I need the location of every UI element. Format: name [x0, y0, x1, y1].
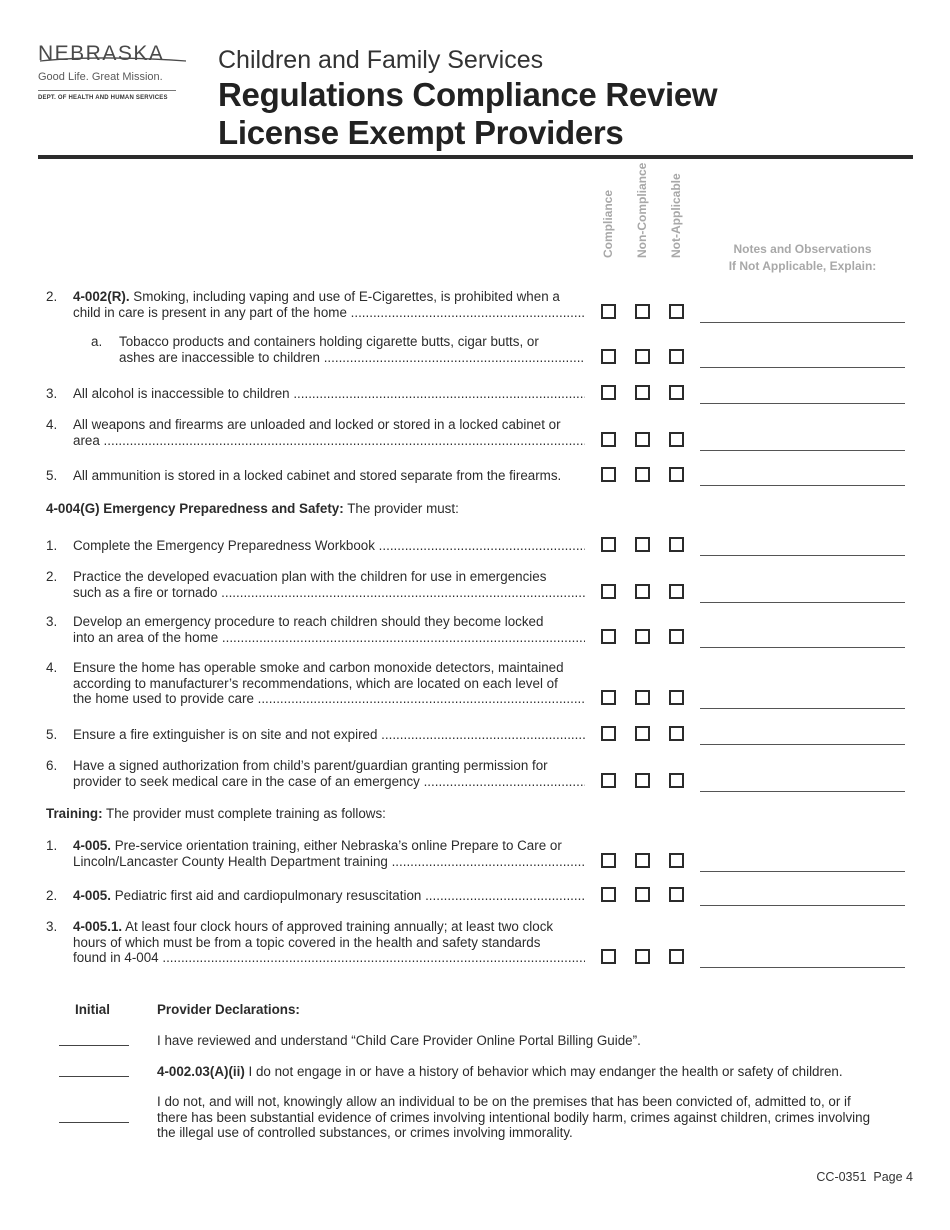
- item-number: 5.: [46, 727, 58, 742]
- form-id: CC-0351: [816, 1170, 867, 1184]
- logo-wordmark: [38, 42, 188, 66]
- page-footer: [816, 1170, 913, 1184]
- logo-swoosh-icon: [38, 56, 188, 64]
- item-text: [73, 727, 585, 743]
- item-text-line: [119, 350, 585, 366]
- item-text-line: [73, 838, 585, 854]
- item-text-line: [73, 630, 585, 646]
- item-number: 4.: [46, 660, 58, 675]
- item-text-content: Have a signed authorization from child’s parent/guardian granting permission for: [73, 758, 548, 773]
- section-emergency-desc: The provider must:: [347, 501, 459, 516]
- notes-field[interactable]: [700, 602, 905, 603]
- not-applicable-checkbox[interactable]: [669, 467, 684, 482]
- item-number: a.: [91, 334, 103, 349]
- item-text-content: Pre-service orientation training, either Nebraska’s online Prepare to Care or: [114, 838, 562, 853]
- regulation-code: 4-002(R).: [73, 289, 130, 304]
- item-text-line: [73, 950, 585, 966]
- item-text: [73, 614, 585, 645]
- item-text: [73, 289, 585, 320]
- item-number: 5.: [46, 468, 58, 483]
- item-text-line: [73, 919, 585, 935]
- item-text-content: Lincoln/Lancaster County Health Department training: [73, 853, 388, 869]
- item-text-line: [73, 614, 585, 630]
- not-applicable-checkbox[interactable]: [669, 773, 684, 788]
- item-text-line: [73, 538, 585, 554]
- notes-field[interactable]: [700, 905, 905, 906]
- item-text-content: Tobacco products and containers holding cigarette butts, cigar butts, or: [119, 334, 539, 349]
- notes-field[interactable]: [700, 485, 905, 486]
- declaration-1-text: I have reviewed and understand “Child Care Provider Online Portal Billing Guide”.: [157, 1033, 641, 1048]
- not-applicable-checkbox[interactable]: [669, 629, 684, 644]
- logo-word-text: NEBRASKA: [38, 42, 165, 65]
- logo-department: DEPT. OF HEALTH AND HUMAN SERVICES: [38, 95, 168, 101]
- section-training: [46, 806, 386, 822]
- compliance-checkbox[interactable]: [601, 584, 616, 599]
- notes-field[interactable]: [700, 967, 905, 968]
- column-header-compliance: [598, 172, 618, 272]
- header-titles: [218, 44, 717, 152]
- non-compliance-checkbox[interactable]: [635, 773, 650, 788]
- item-text-content: Practice the developed evacuation plan with the children for use in emergencies: [73, 569, 547, 584]
- item-number: 3.: [46, 386, 58, 401]
- not-applicable-checkbox[interactable]: [669, 584, 684, 599]
- item-text-line: [73, 468, 585, 484]
- item-text-content: hours of which must be from a topic covered in the health and safety standards: [73, 934, 541, 950]
- item-text-content: found in 4-004: [73, 950, 159, 965]
- item-number: 2.: [46, 289, 58, 304]
- section-emergency-preparedness: [46, 501, 459, 517]
- non-compliance-checkbox[interactable]: [635, 690, 650, 705]
- item-text-content: such as a fire or tornado: [73, 584, 218, 600]
- compliance-checkbox[interactable]: [601, 304, 616, 319]
- nebraska-logo: [38, 42, 188, 101]
- not-applicable-checkbox[interactable]: [669, 432, 684, 447]
- item-text: [73, 569, 585, 600]
- item-text-line: [73, 585, 585, 601]
- declaration-2-text: [157, 1064, 907, 1080]
- item-text-line: [73, 691, 585, 707]
- declaration-3-initial-field[interactable]: [59, 1122, 129, 1123]
- item-number: 2.: [46, 569, 58, 584]
- notes-field[interactable]: [700, 744, 905, 745]
- item-text-line: [73, 660, 585, 676]
- compliance-checkbox[interactable]: [601, 385, 616, 400]
- declarations-initial-label: Initial: [75, 1002, 110, 1017]
- item-text-line: [73, 417, 585, 433]
- non-compliance-checkbox[interactable]: [635, 304, 650, 319]
- declaration-1-initial-field[interactable]: [59, 1045, 129, 1046]
- declaration-3-line3: the illegal use of controlled substances, or crimes involving immorality.: [157, 1125, 573, 1140]
- compliance-checkbox[interactable]: [601, 690, 616, 705]
- declaration-2-initial-field[interactable]: [59, 1076, 129, 1077]
- item-text-line: [73, 774, 585, 790]
- item-number: 1.: [46, 538, 58, 553]
- item-text-line: [119, 334, 585, 350]
- item-text-content: into an area of the home: [73, 629, 219, 645]
- declaration-2-body: I do not engage in or have a history of behavior which may endanger the health or safety of children.: [248, 1064, 843, 1079]
- item-text: [73, 386, 585, 402]
- item-text-line: [73, 433, 585, 449]
- not-applicable-checkbox[interactable]: [669, 690, 684, 705]
- notes-field[interactable]: [700, 871, 905, 872]
- compliance-checkbox[interactable]: [601, 726, 616, 741]
- notes-field[interactable]: [700, 791, 905, 792]
- item-text-line: [73, 888, 585, 904]
- column-compliance-label: Compliance: [601, 189, 615, 258]
- compliance-checkbox[interactable]: [601, 432, 616, 447]
- declaration-3-line1: I do not, and will not, knowingly allow an individual to be on the premises that has been convicted of, admitted to, or if: [157, 1094, 851, 1109]
- item-text-line: [73, 854, 585, 870]
- item-text-line: [73, 758, 585, 774]
- item-text-line: [73, 569, 585, 585]
- item-text-line: [73, 386, 585, 402]
- non-compliance-checkbox[interactable]: [635, 584, 650, 599]
- non-compliance-checkbox[interactable]: [635, 853, 650, 868]
- section-emergency-title: 4-004(G) Emergency Preparedness and Safety:: [46, 501, 344, 516]
- notes-field[interactable]: [700, 450, 905, 451]
- not-applicable-checkbox[interactable]: [669, 304, 684, 319]
- item-text: [119, 334, 585, 365]
- regulation-code: 4-005.: [73, 888, 111, 903]
- item-text-content: All alcohol is inaccessible to children: [73, 386, 290, 401]
- non-compliance-checkbox[interactable]: [635, 467, 650, 482]
- item-text-line: [73, 935, 585, 951]
- declarations-heading: Provider Declarations:: [157, 1002, 300, 1017]
- not-applicable-checkbox[interactable]: [669, 853, 684, 868]
- item-text-line: [73, 289, 585, 305]
- page-title-line2: License Exempt Providers: [218, 114, 624, 151]
- item-number: 6.: [46, 758, 58, 773]
- compliance-checkbox[interactable]: [601, 853, 616, 868]
- item-text-content: Ensure the home has operable smoke and carbon monoxide detectors, maintained: [73, 660, 564, 675]
- not-applicable-checkbox[interactable]: [669, 385, 684, 400]
- declaration-3-line2: there has been substantial evidence of crimes involving intentional bodily harm, crimes against children, crimes involving: [157, 1109, 871, 1125]
- item-text: [73, 838, 585, 869]
- item-text: [73, 919, 585, 966]
- page-subtitle: Children and Family Services: [218, 46, 544, 74]
- declaration-3-text: [157, 1094, 907, 1141]
- item-text-content: At least four clock hours of approved training annually; at least two clock: [125, 919, 554, 934]
- item-text-content: Pediatric first aid and cardiopulmonary resuscitation: [114, 888, 422, 903]
- section-training-desc: The provider must complete training as follows:: [106, 806, 386, 821]
- notes-field[interactable]: [700, 647, 905, 648]
- notes-field[interactable]: [700, 708, 905, 709]
- item-text: [73, 538, 585, 554]
- notes-field[interactable]: [700, 322, 905, 323]
- non-compliance-checkbox[interactable]: [635, 726, 650, 741]
- non-compliance-checkbox[interactable]: [635, 887, 650, 902]
- item-text-line: [73, 727, 585, 743]
- header-divider: [38, 155, 913, 159]
- item-text-content: provider to seek medical care in the case of an emergency: [73, 773, 420, 789]
- declaration-2-code: 4-002.03(A)(ii): [157, 1064, 245, 1079]
- logo-divider: [38, 90, 176, 91]
- compliance-checkbox[interactable]: [601, 887, 616, 902]
- item-text-line: [73, 305, 585, 321]
- item-text: [73, 888, 585, 904]
- compliance-checkbox[interactable]: [601, 773, 616, 788]
- compliance-checkbox[interactable]: [601, 467, 616, 482]
- notes-header-line1: Notes and Observations: [733, 242, 872, 256]
- non-compliance-checkbox[interactable]: [635, 537, 650, 552]
- non-compliance-checkbox[interactable]: [635, 949, 650, 964]
- item-text: [73, 660, 585, 707]
- compliance-checkbox[interactable]: [601, 349, 616, 364]
- column-header-non-compliance: [632, 162, 652, 272]
- column-header-notes: [700, 241, 905, 275]
- item-number: 2.: [46, 888, 58, 903]
- not-applicable-checkbox[interactable]: [669, 726, 684, 741]
- non-compliance-checkbox[interactable]: [635, 629, 650, 644]
- item-number: 3.: [46, 919, 58, 934]
- item-text: [73, 468, 585, 484]
- item-text-content: the home used to provide care: [73, 691, 254, 706]
- notes-field[interactable]: [700, 403, 905, 404]
- item-text-line: [73, 676, 585, 692]
- not-applicable-checkbox[interactable]: [669, 887, 684, 902]
- item-text: [73, 758, 585, 789]
- non-compliance-checkbox[interactable]: [635, 432, 650, 447]
- logo-tagline: Good Life. Great Mission.: [38, 71, 163, 83]
- non-compliance-checkbox[interactable]: [635, 349, 650, 364]
- section-training-title: Training:: [46, 806, 103, 821]
- not-applicable-checkbox[interactable]: [669, 949, 684, 964]
- compliance-checkbox[interactable]: [601, 537, 616, 552]
- column-not-applicable-label: Not-Applicable: [669, 173, 683, 258]
- regulation-code: 4-005.: [73, 838, 111, 853]
- page-number: Page 4: [873, 1170, 913, 1184]
- item-text-content: All ammunition is stored in a locked cabinet and stored separate from the firearms.: [73, 468, 562, 483]
- column-non-compliance-label: Non-Compliance: [635, 162, 649, 258]
- item-text-content: child in care is present in any part of the home: [73, 304, 347, 320]
- item-text-content: ashes are inaccessible to children: [119, 349, 320, 365]
- item-number: 4.: [46, 417, 58, 432]
- compliance-checkbox[interactable]: [601, 949, 616, 964]
- item-number: 1.: [46, 838, 58, 853]
- notes-header-line2: If Not Applicable, Explain:: [728, 259, 877, 273]
- column-header-not-applicable: [666, 172, 686, 272]
- notes-field[interactable]: [700, 367, 905, 368]
- not-applicable-checkbox[interactable]: [669, 349, 684, 364]
- item-text-content: Smoking, including vaping and use of E-Cigarettes, is prohibited when a: [133, 289, 560, 304]
- item-text-content: Complete the Emergency Preparedness Workbook: [73, 538, 375, 553]
- non-compliance-checkbox[interactable]: [635, 385, 650, 400]
- item-text-content: area: [73, 432, 100, 448]
- item-text: [73, 417, 585, 448]
- compliance-checkbox[interactable]: [601, 629, 616, 644]
- item-text-content: All weapons and firearms are unloaded and locked or stored in a locked cabinet or: [73, 417, 561, 432]
- page-title-line1: Regulations Compliance Review: [218, 76, 718, 113]
- item-text-content: Develop an emergency procedure to reach children should they become locked: [73, 614, 544, 629]
- item-text-content: Ensure a fire extinguisher is on site and not expired: [73, 727, 378, 742]
- item-text-content: according to manufacturer’s recommendations, which are located on each level of: [73, 675, 558, 691]
- not-applicable-checkbox[interactable]: [669, 537, 684, 552]
- item-number: 3.: [46, 614, 58, 629]
- regulation-code: 4-005.1.: [73, 919, 123, 934]
- notes-field[interactable]: [700, 555, 905, 556]
